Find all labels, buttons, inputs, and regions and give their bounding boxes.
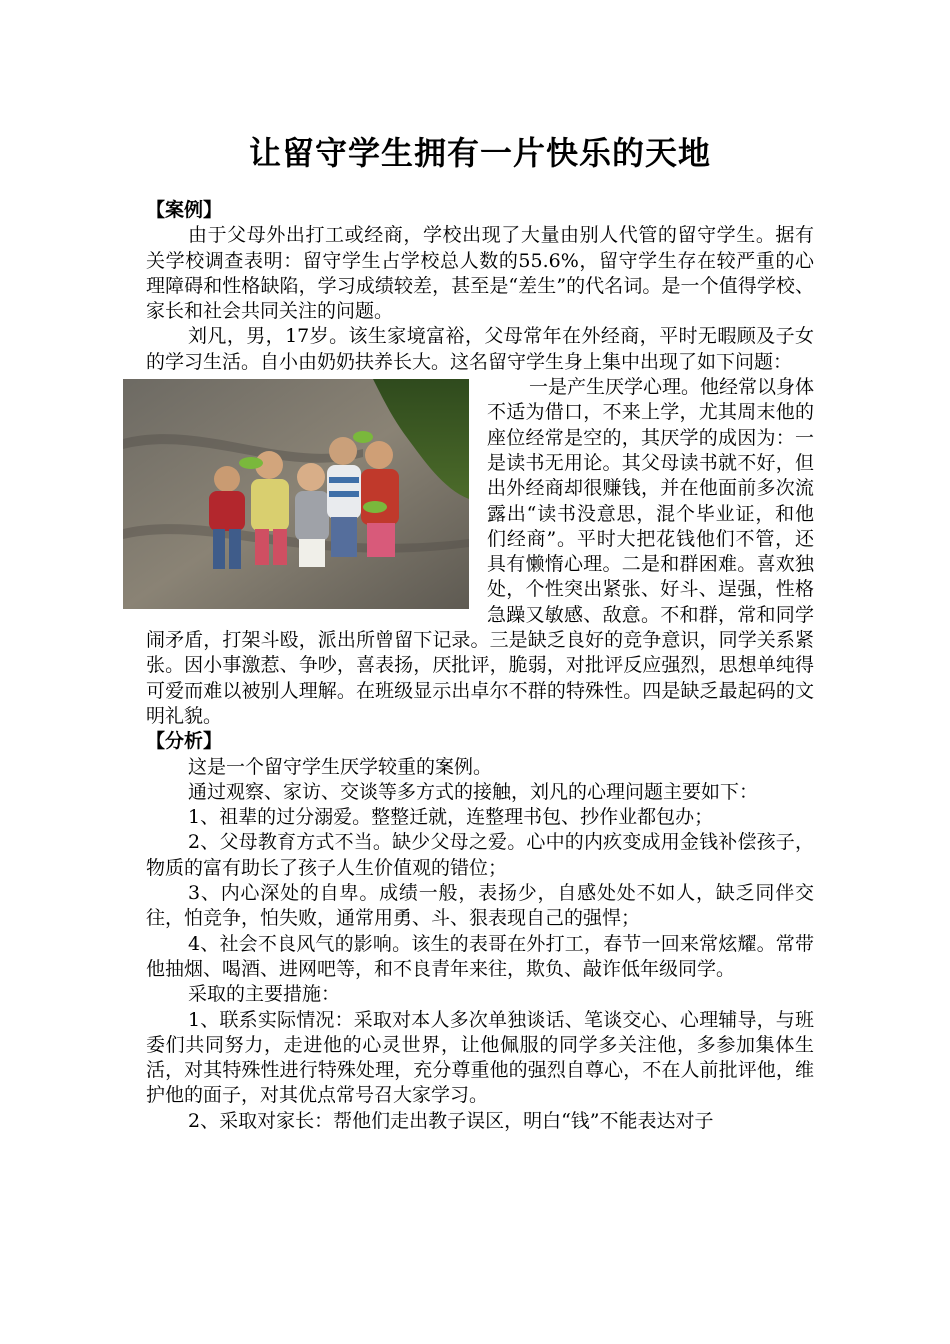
measures-item: 1、联系实际情况：采取对本人多次单独谈话、笔谈交心、心理辅导，与班委们共同努力，走进他的心灵世界，让他佩服的同学多关注他，多参加集体生活，对其特殊性进行特殊处理，充分尊重他的强烈自尊心，不在人前批评他，维护他的面子，对其优点常号召大家学习。 [146, 1008, 814, 1107]
analysis-item: 2、父母教育方式不当。缺少父母之爱。心中的内疚变成用金钱补偿孩子，物质的富有助长了孩子人生价值观的错位； [146, 831, 814, 879]
case-heading: 【案例】 [146, 199, 223, 221]
analysis-paragraph-1: 这是一个留守学生厌学较重的案例。 [188, 755, 493, 778]
children-photo [123, 379, 469, 609]
analysis-item: 3、内心深处的自卑。成绩一般，表扬少，自感处处不如人，缺乏同伴交往，怕竞争，怕失败，通常用勇、斗、狠表现自己的强悍； [146, 882, 814, 930]
photo-image [123, 379, 469, 609]
analysis-paragraph-2: 通过观察、家访、交谈等多方式的接触，刘凡的心理问题主要如下： [188, 780, 759, 803]
document-body [146, 198, 814, 1134]
case-paragraph-2: 刘凡，男，17岁。该生家境富裕，父母常年在外经商，平时无暇顾及子女的学习生活。自小由奶奶扶养长大。这名留守学生身上集中出现了如下问题： [146, 325, 814, 373]
measures-heading: 采取的主要措施： [188, 983, 341, 1006]
measures-item: 2、采取对家长：帮他们走出教子误区，明白“钱”不能表达对子 [188, 1109, 714, 1132]
analysis-item: 1、祖辈的过分溺爱。整整迁就，连整理书包、抄作业都包办； [188, 806, 714, 829]
analysis-heading: 【分析】 [146, 730, 223, 753]
case-paragraph-3: 一是产生厌学心理。他经常以身体不适为借口，不来上学，尤其周末他的座位经常是空的，其厌学的成因为：一是读书无用论。其父母读书就不好，但出外经商却很赚钱，并在他面前多次流露出“读书没意思，混个毕业证，和他们经商”。平时大把花钱他们不管，还具有懒惰心理。二是和群困难。喜欢独处，个性突出紧张、好斗、逞强，性格急躁又敏感、敌意。不和群，常和同学闹矛盾，打架斗殴，派出所曾留下记录。三是缺乏良好的竞争意识，同学关系紧张。因小事激惹、争吵，喜表扬，厌批评，脆弱，对批评反应强烈，思想单纯得可爱而难以被别人理解。在班级显示出卓尔不群的特殊性。四是缺乏最起码的文明礼貌。 [146, 376, 815, 727]
analysis-item: 4、社会不良风气的影响。该生的表哥在外打工，春节一回来常炫耀。常带他抽烟、喝酒、进网吧等，和不良青年来往，欺负、敲诈低年级同学。 [146, 932, 814, 980]
page-title: 让留守学生拥有一片快乐的天地 [248, 134, 711, 172]
case-paragraph-1: 由于父母外出打工或经商，学校出现了大量由别人代管的留守学生。据有关学校调查表明：留守学生占学校总人数的55.6%，留守学生存在较严重的心理障碍和性格缺陷，学习成绩较差，甚至是“差生”的代名词。是一个值得学校、家长和社会共同关注的问题。 [146, 224, 814, 323]
